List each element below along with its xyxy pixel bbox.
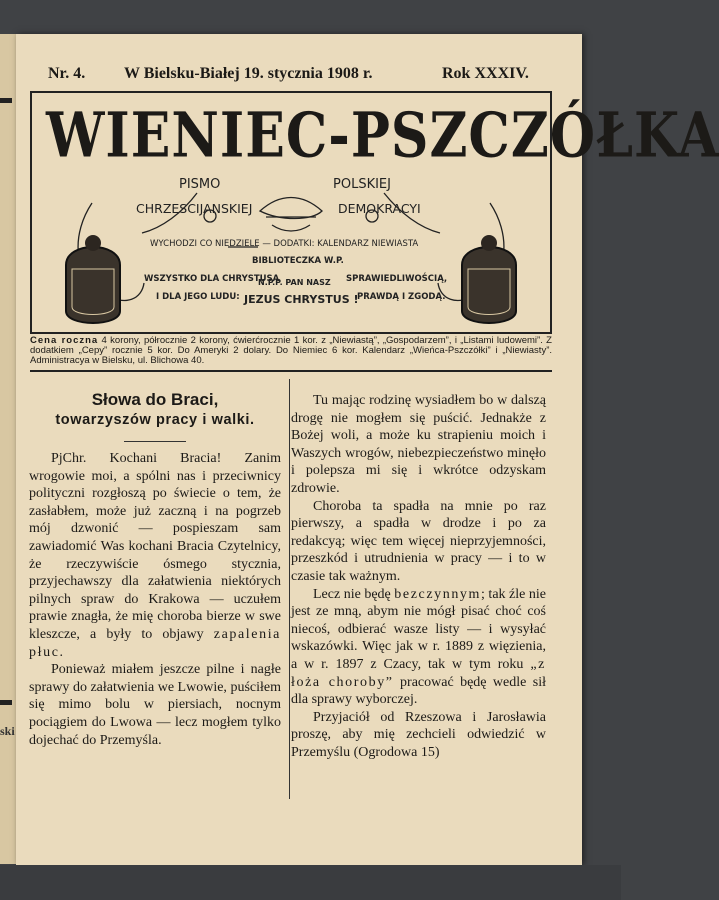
issue-year: Rok XXXIV. <box>442 65 529 82</box>
masthead-demokracyi: DEMOKRACYI <box>338 201 421 216</box>
right-coat-of-arms-icon <box>462 235 516 323</box>
motto-center-1: N.P.P. PAN NASZ <box>258 278 331 287</box>
article-right-column <box>291 392 546 761</box>
issue-place-date: W Bielsku-Białej 19. stycznia 1908 r. <box>124 65 373 82</box>
heading-rule <box>124 441 186 442</box>
article-left-column <box>29 390 281 749</box>
article-heading: Słowa do Braci, <box>91 390 219 409</box>
masthead-polskiej: POLSKIEJ <box>333 177 391 192</box>
article-paragraph: Ponieważ miałem jeszcze pilne i nagłe sprawy do załatwienia we Lwowie, puściłem się mimo bolu w piersiach, nocnym pociągiem do Lwowa — lecz mogłem tylko dojechać do Przemyśla. <box>29 662 281 748</box>
masthead-bottom-rule <box>30 332 552 334</box>
column-divider <box>289 379 290 799</box>
article-paragraph: Tu mając rodzinę wysiadłem bo w dalszą drogę nie mogłem się puścić. Jednakże z Bożej woli, a może ku strapieniu moich i Waszych wrogów, niebezpieczeństwo minęło i polepsza mi się i wkrótce odzyskam zdrowie. <box>291 393 546 496</box>
article-paragraph: PjChr. Kochani Bracia! Zanim wrogowie moi, a spólni nas i przeciwnicy polityczni rozgłoszą po świecie o tem, że zasłabłem, może już zaczną i na pogrzeb mój dzwonić — pospieszam sam zawiadomić Was kochani Bracia Czytelnicy, że rzeczywiście ósmego stycznia, przyjechawszy dla załatwienia niektórych pilnych spraw do Krakowa — uczułem prawie znagła, że mię choroba bierze w swe kleszcze, a były to objawy zapalenia płuc. <box>29 451 281 660</box>
issue-number: Nr. 4. <box>48 65 86 82</box>
spaced-text: zapalenia płuc. <box>29 626 281 660</box>
newspaper-page <box>16 34 719 865</box>
previous-page-mark <box>0 98 12 103</box>
left-coat-of-arms-icon <box>66 235 120 323</box>
price-bottom-rule <box>30 370 552 372</box>
spaced-text: „z łoża choroby” <box>291 656 546 690</box>
masthead-chrzescianskiej: CHRZESCIJANSKIEJ <box>136 201 253 216</box>
previous-page-fragment: ski <box>0 724 15 738</box>
motto-left-2: I DLA JEGO LUDU: <box>156 292 240 302</box>
motto-left-1: WSZYSTKO DLA CHRYSTUSA <box>144 274 280 284</box>
masthead-biblioteczka: BIBLIOTECZKA W.P. <box>252 256 344 266</box>
motto-right-2: PRAWDĄ I ZGODĄ. <box>357 292 446 302</box>
article-paragraph: Lecz nie będę bezczynnym; tak źle nie jest ze mną, abym nie mógł pisać choć coś niecoś, odbierać wasze listy — i wysyłać wskazówki. Więc jak w r. 1889 z więzienia, a w r. 1897 z Czacy, tak w tym roku „z łoża choroby” pracować będę wedle sił dla sprawy wyborczej. <box>291 586 546 708</box>
motto-center-2: JEZUS CHRYSTUS ! <box>244 293 359 306</box>
price-label: Cena roczna <box>30 335 99 346</box>
previous-page-mark <box>0 700 12 705</box>
price-text: 4 korony, półrocznie 2 korony, ćwierćrocznie 1 kor. z „Niewiastą”, „Gospodarzem”, i „Listami ludowemi”. Z dodatkiem „Cepy” rocznie 5 kor. Do Ameryki 2 dolary. Do Niemiec 6 kor. Kalendarz „Wieńca-Pszczółki” i „Niewiasty”. Administracya w Bielsku, ul. Blichowa 40. <box>30 335 552 366</box>
article-paragraph: Przyjaciół od Rzeszowa i Jarosławia proszę, aby mię zechcieli odwiedzić w Przemyślu (Ogrodowa 15) <box>291 709 546 760</box>
subscription-price-notice <box>30 336 552 366</box>
article-subheading: towarzyszów pracy i walki. <box>55 412 255 428</box>
masthead-pismo: PISMO <box>179 177 221 192</box>
scan-background <box>0 865 621 900</box>
spaced-text: bezczynnym <box>394 586 482 602</box>
article-paragraph: Choroba ta spadła na mnie po raz pierwszy, a spadła w drodze i po za redakcyą; więc tem więcej nieprzyjemności, przeszkód i utrudnienia w pracy — i to w czasie tak ważnym. <box>291 498 546 584</box>
motto-right-1: SPRAWIEDLIWOŚCIĄ, <box>346 274 448 284</box>
masthead-schedule: WYCHODZI CO NIEDZIELE — DODATKI: KALENDARZ NIEWIASTA <box>150 239 419 249</box>
newspaper-title: WIENIEC-PSZCZÓŁKA <box>46 100 719 172</box>
